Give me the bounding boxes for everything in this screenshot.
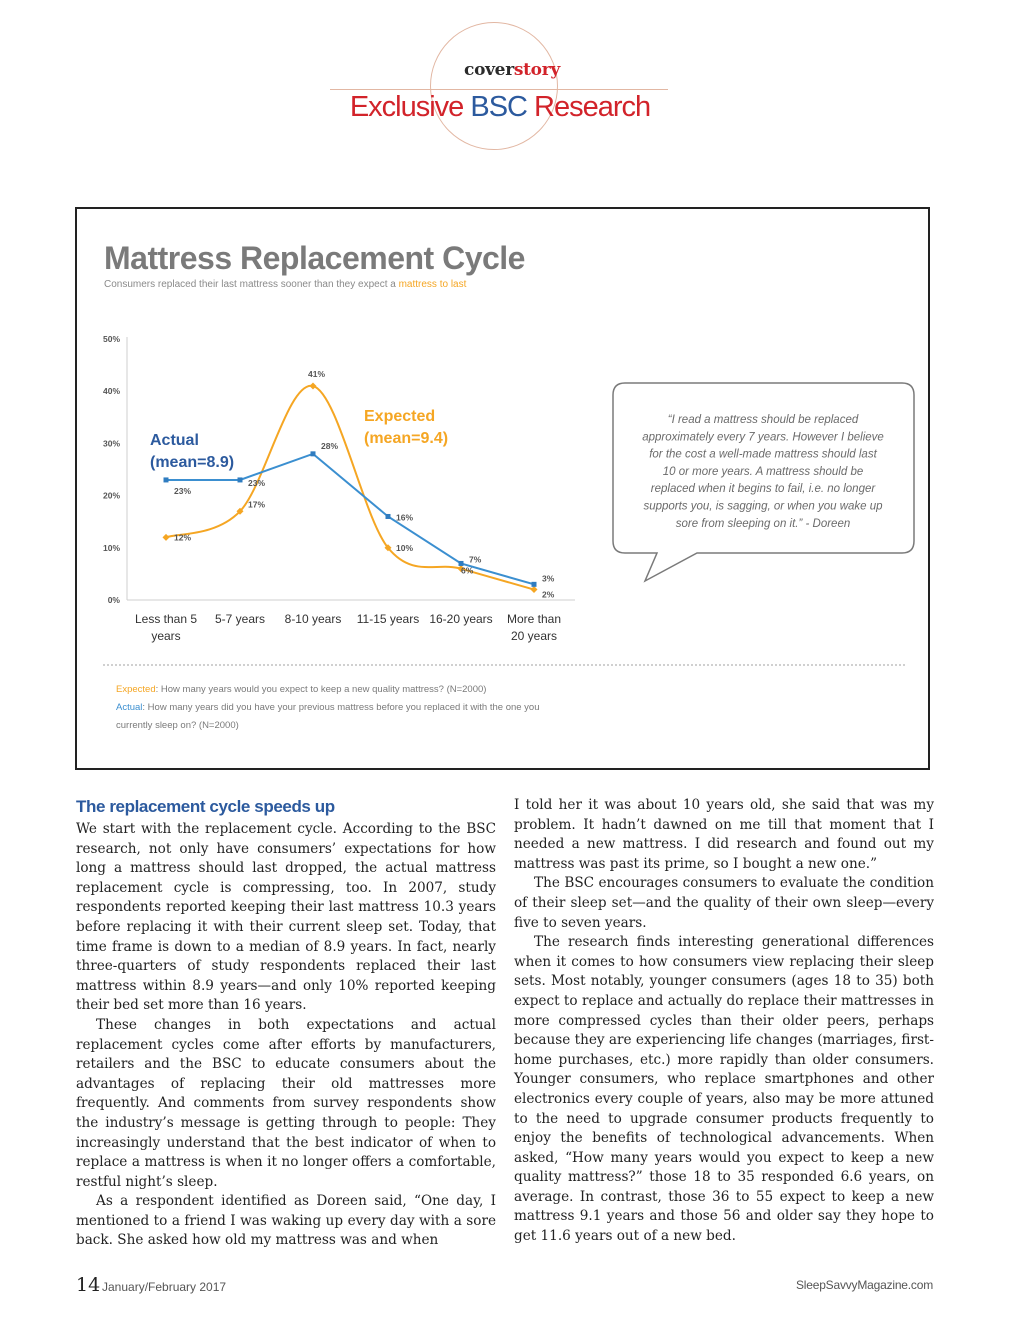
- chart-title: Mattress Replacement Cycle: [104, 240, 525, 276]
- expected-point: [310, 382, 317, 389]
- y-tick-label: 10%: [102, 542, 120, 553]
- actual-point: [238, 477, 243, 482]
- expected-data-label: 2%: [542, 589, 555, 600]
- x-tick-label: 8-10 years: [284, 612, 342, 626]
- actual-mean-label: (mean=8.9): [150, 454, 235, 471]
- actual-point: [459, 561, 464, 566]
- expected-data-label: 41%: [308, 368, 326, 379]
- quote-callout: [613, 383, 914, 581]
- y-tick-label: 0%: [107, 595, 120, 605]
- expected-data-label: 12%: [174, 532, 192, 543]
- actual-point: [532, 582, 537, 587]
- x-tick-label: 5-7 years: [214, 612, 266, 626]
- quote-line: for the cost a well-made mattress should last: [649, 448, 877, 461]
- expected-data-label: 10%: [396, 542, 414, 553]
- issue-date: January/February 2017: [102, 1280, 227, 1294]
- x-tick-label: 20 years: [510, 629, 558, 643]
- actual-data-label: 7%: [469, 554, 482, 565]
- article-paragraph: The BSC encourages consumers to evaluate the condition of their sleep set—and the quality of their own sleep—every five to seven years.: [514, 875, 934, 931]
- footnote-actual-cont: currently sleep on? (N=2000): [116, 720, 239, 731]
- quote-line: “I read a mattress should be replaced: [667, 414, 859, 426]
- cover-story-header: [0, 0, 1024, 160]
- x-tick-label: 11-15 years: [356, 612, 420, 626]
- actual-data-label: 3%: [542, 573, 555, 584]
- header-rule: [330, 89, 668, 90]
- quote-line: supports you, is sagging, or when you wake up: [643, 500, 883, 513]
- y-axis: [103, 334, 120, 605]
- actual-data-label: 28%: [321, 440, 339, 451]
- article-paragraph: As a respondent identified as Doreen said, “One day, I mentioned to a friend I was waking up every day with a sore back. She asked how old my mattress was and when: [76, 1193, 496, 1249]
- x-tick-label: Less than 5: [134, 612, 198, 626]
- quote-line: replaced when it begins to fail, i.e. no longer: [650, 483, 876, 496]
- quote-line: approximately every 7 years. However I believe: [642, 431, 884, 444]
- actual-data-label: 23%: [248, 477, 266, 488]
- actual-point: [386, 514, 391, 519]
- quote-line: sore from sleeping on it.” - Doreen: [675, 517, 851, 530]
- section-title: Exclusive BSC Research: [349, 91, 651, 123]
- mattress-replacement-chart: [75, 207, 930, 770]
- section-kicker: coverstory: [464, 60, 560, 80]
- footnote-actual: Actual: How many years did you have your previous mattress before you replaced it with the one you: [116, 702, 540, 713]
- article-paragraph: We start with the replacement cycle. According to the BSC research, not only have consumers’ expectations for how long a mattress should last dropped, the actual mattress replacement cycle is compressing, too. In 2007, study respondents reported keeping their last mattress 10.3 years before replacing it with their current sleep set. Today, that time frame is down to a median of 8.9 years. In fact, nearly three-quarters of study respondents replaced their last mattress within 8.9 years—and only 10% reported keeping their bed set more than 16 years.: [76, 821, 496, 1014]
- footnote-expected: Expected: How many years would you expect to keep a new quality mattress? (N=2000): [116, 684, 487, 695]
- y-tick-label: 50%: [102, 334, 120, 344]
- expected-point: [163, 534, 170, 541]
- actual-series-label: Actual: [150, 432, 199, 449]
- magazine-site: SleepSavvyMagazine.com: [795, 1278, 933, 1292]
- y-tick-label: 20%: [102, 490, 120, 501]
- expected-mean-label: (mean=9.4): [364, 430, 449, 447]
- actual-point: [164, 477, 169, 482]
- expected-point: [531, 586, 538, 593]
- y-tick-label: 30%: [102, 438, 120, 449]
- chart-subtitle: Consumers replaced their last mattress sooner than they expect a mattress to last: [104, 279, 467, 290]
- actual-series-line: [166, 454, 534, 584]
- expected-data-label: 6%: [461, 565, 474, 576]
- article-column-left: [76, 796, 496, 1251]
- article-heading: The replacement cycle speeds up: [76, 797, 335, 816]
- actual-data-label: 16%: [396, 512, 414, 523]
- x-tick-label: years: [151, 629, 181, 643]
- article-paragraph: I told her it was about 10 years old, she said that was my problem. It hadn’t dawned on me till that moment that I needed a new mattress. I did research and found out my mattress was past its prime, so I bought a new one.”: [514, 797, 934, 872]
- expected-series-label: Expected: [364, 408, 436, 425]
- article-column-right: [514, 796, 934, 1247]
- header-circle-ornament: [430, 22, 558, 150]
- quote-line: 10 or more years. A mattress should be: [662, 465, 864, 478]
- quote-text: [642, 414, 884, 530]
- article-paragraph: The research finds interesting generational differences when it comes to how consumers view replacing their sleep sets. Most notably, younger consumers (ages 18 to 35) both expect to replace and actually do replace their mattresses in more compressed cycles than their older peers, perhaps because they are experiencing life changes (marriages, first-home purchases, etc.) more rapidly than older consumers. Younger consumers, who replace smartphones and other electronics every couple of years, also may be more attuned to the need to upgrade consumer products frequently to enjoy the benefits of technological advancements. When asked, “How many years would you expect to keep a new quality mattress?” those 18 to 35 responded 6.6 years, on average. In contrast, those 36 to 55 expect to keep a new mattress 9.1 years and those 56 and older say they hope to get 11.6 years out of a new bed.: [514, 934, 934, 1245]
- article-paragraph: These changes in both expectations and actual replacement cycles come after efforts by manufacturers, retailers and the BSC to educate consumers about the advantages of replacing their old mattresses more frequently. And comments from survey respondents show the industry’s message is getting through to people: They increasingly understand that the best indicator of when to replace a mattress is when it no longer offers a comfortable, restful night’s sleep.: [76, 1016, 496, 1190]
- expected-data-label: 17%: [248, 499, 266, 510]
- actual-point: [311, 451, 316, 456]
- x-axis: [135, 612, 561, 643]
- series-markers: [163, 369, 555, 600]
- chart-canvas: [77, 209, 928, 768]
- y-tick-label: 40%: [102, 386, 120, 397]
- x-tick-label: 16-20 years: [429, 612, 493, 626]
- page-number: 14: [76, 1274, 101, 1296]
- actual-data-label: 23%: [174, 485, 192, 496]
- x-tick-label: More than: [506, 612, 562, 626]
